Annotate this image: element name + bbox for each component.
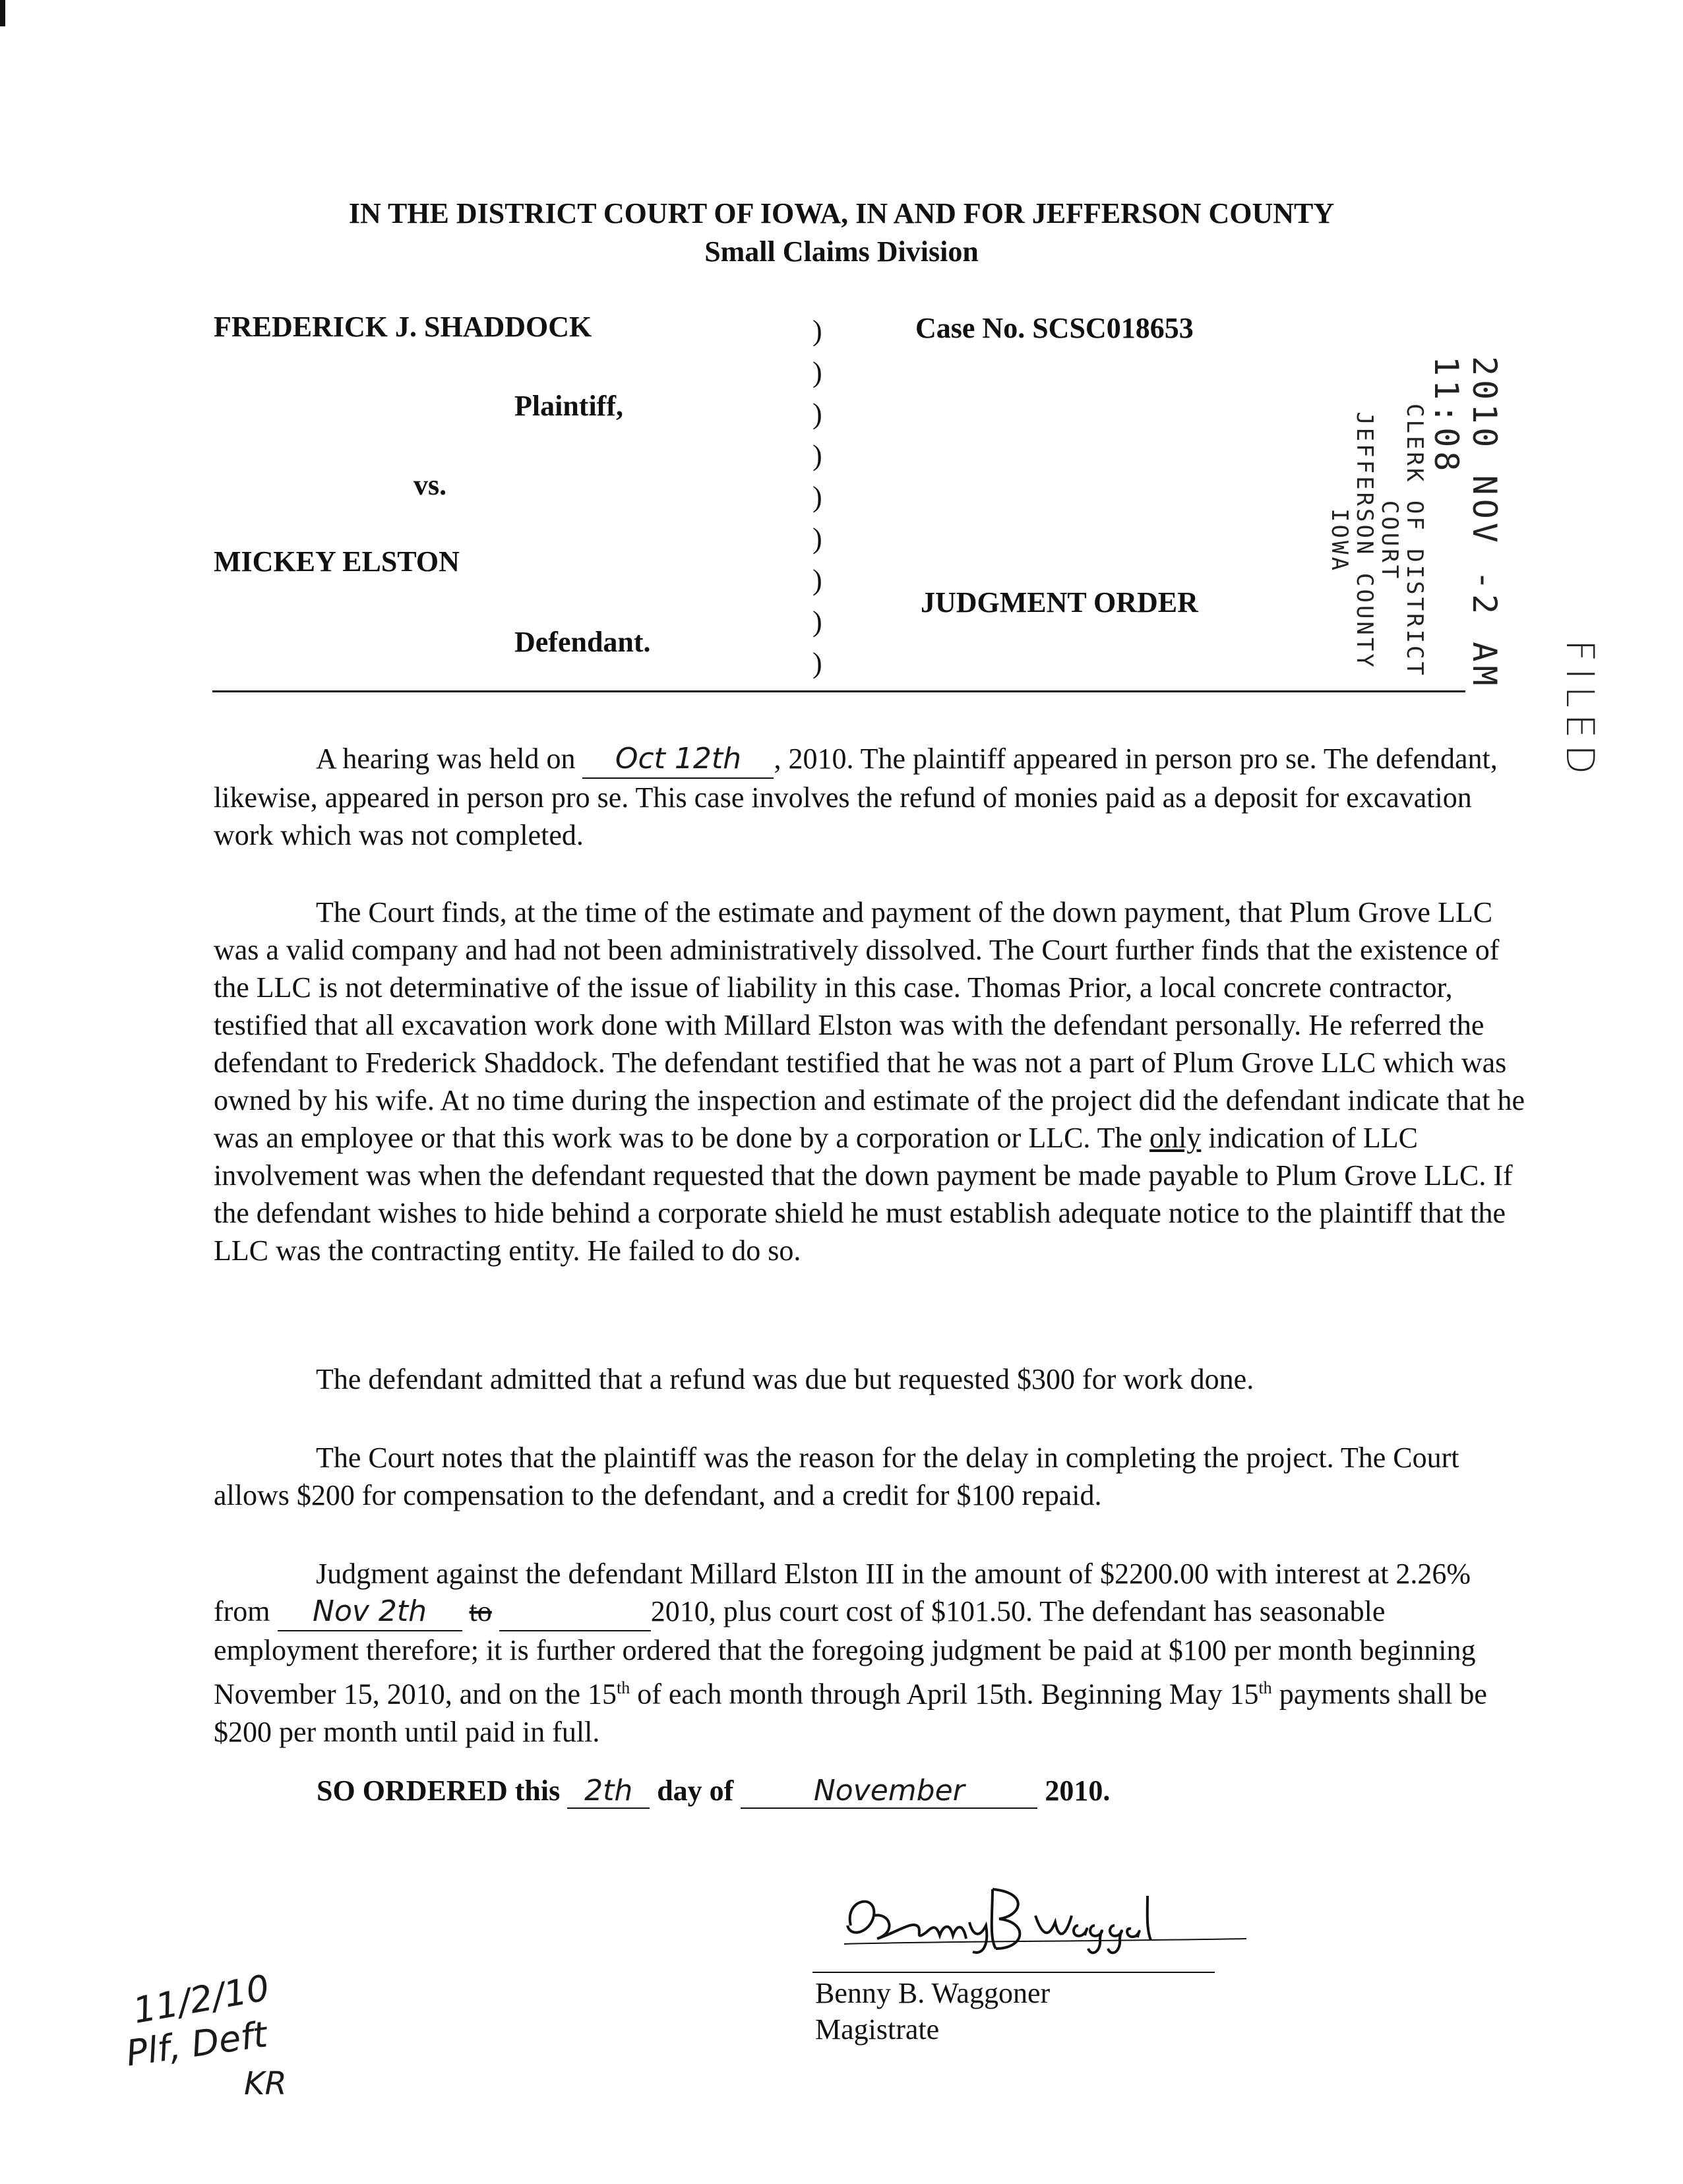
magistrate-signature (838, 1886, 1253, 1958)
delay-text: The Court notes that the plaintiff was the reason for the delay in completing the project. The Court allows $200 for compensation to the defendant, and a credit for $100 repaid. (214, 1441, 1459, 1511)
margin-note-initials: KR (244, 2065, 287, 2102)
versus-label: vs. (413, 469, 447, 501)
plaintiff-label: Plaintiff, (514, 390, 623, 422)
scan-corner-mark (0, 0, 5, 26)
paragraph-hearing (214, 740, 1526, 854)
plaintiff-name: FREDERICK J. SHADDOCK (214, 311, 592, 343)
stamp-state: IOWA (1326, 508, 1353, 573)
paren: ) (812, 356, 822, 388)
defendant-name: MICKEY ELSTON (214, 545, 460, 578)
paren: ) (812, 439, 822, 471)
paren: ) (812, 481, 822, 513)
margin-note-date: 11/2/10 (130, 1966, 273, 2032)
paren: ) (812, 564, 822, 596)
caption-parentheses (812, 310, 822, 684)
margin-note-parties: Plf, Deft (123, 2013, 270, 2075)
paragraph-findings (214, 894, 1526, 1269)
stamp-county: JEFFERSON COUNTY (1351, 411, 1378, 670)
hearing-text-start: A hearing was held on (316, 743, 583, 775)
paren: ) (812, 522, 822, 555)
paren: ) (812, 315, 822, 347)
paragraph-delay (214, 1439, 1526, 1514)
case-number: Case No. SCSC018653 (915, 312, 1194, 344)
signature-line (812, 1972, 1215, 1973)
ordered-year: 2010. (1037, 1774, 1111, 1807)
stamp-clerk: CLERK OF DISTRICT COURT (1376, 404, 1428, 678)
so-ordered-line (317, 1774, 1110, 1809)
stamp-datetime: 2010 NOV -2 AM 11:08 (1427, 356, 1504, 690)
paren: ) (812, 605, 822, 638)
superscript-th: th (1258, 1678, 1272, 1697)
findings-text-end: indication of LLC involvement was when the defendant requested that the down payment be made payable to Plum Grove LLC. If the defendant wishes to hide behind a corporate shield he must establish adequate notice to the plaintiff that the LLC was the contracting entity. He failed to do so. (214, 1122, 1513, 1267)
paragraph-judgment (214, 1555, 1526, 1751)
court-division: Small Claims Division (704, 235, 979, 268)
caption-divider (212, 690, 1465, 692)
handwritten-margin-note (125, 1968, 363, 2140)
ordered-day-handwritten: 2th (567, 1774, 650, 1809)
judgment-text-end: payments shall be $200 per month until paid in full. (214, 1678, 1487, 1748)
superscript-th: th (617, 1678, 630, 1697)
interest-from-date-handwritten: Nov 2th (278, 1592, 462, 1631)
hearing-text-end: , 2010. The plaintiff appeared in person pro se. The defendant, likewise, appeared in person pro se. This case involves the refund of monies paid as a deposit for excavation work which was not completed. (214, 743, 1498, 851)
findings-only-underlined: only (1149, 1122, 1202, 1154)
ordered-prefix: SO ORDERED this (317, 1774, 568, 1807)
paragraph-refund (214, 1360, 1526, 1398)
signer-name: Benny B. Waggoner (815, 1977, 1051, 2009)
interest-to-date-blank (499, 1592, 651, 1631)
ordered-month-handwritten: November (741, 1774, 1037, 1809)
struck-to-word: to (469, 1595, 492, 1627)
filed-stamp (1227, 356, 1603, 781)
findings-text-start: The Court finds, at the time of the estimate and payment of the down payment, that Plum Grove LLC was a valid company and had not been administratively dissolved. The Court further finds that the existence of the LLC is not determinative of the issue of liability in this case. Thomas Prior, a local concrete contractor, testified that all excavation work done with Millard Elston was with the defendant personally. He referred the defendant to Frederick Shaddock. The defendant testified that he was not a part of Plum Grove LLC which was owned by his wife. At no time during the inspection and estimate of the project did the defendant indicate that he was an employee or that this work was to be done by a corporation or LLC. The (214, 896, 1525, 1154)
judgment-text-mid2: of each month through April 15th. Beginning May 15 (630, 1678, 1259, 1711)
paren: ) (812, 647, 822, 679)
defendant-label: Defendant. (514, 626, 651, 658)
stamp-filed: FILED (1558, 640, 1603, 781)
judgment-text-mid: 2010, plus court cost of $101.50. The defendant has seasonable employment therefore; it is further ordered that the foregoing judgment be paid at $100 per month beginning November 15, 2010, and on the 15 (214, 1595, 1476, 1711)
court-title: IN THE DISTRICT COURT OF IOWA, IN AND FOR JEFFERSON COUNTY (348, 197, 1335, 229)
hearing-date-handwritten: Oct 12th (582, 740, 774, 779)
refund-text: The defendant admitted that a refund was due but requested $300 for work done. (316, 1363, 1254, 1395)
ordered-mid: day of (650, 1774, 741, 1807)
document-title: JUDGMENT ORDER (921, 586, 1198, 619)
judgment-text-start: Judgment against the defendant Millard Elston III in the amount of $2200.00 with interest at 2.26% from (214, 1558, 1471, 1627)
signer-title: Magistrate (815, 2013, 940, 2046)
paren: ) (812, 398, 822, 430)
signer-block (815, 1975, 1050, 2048)
